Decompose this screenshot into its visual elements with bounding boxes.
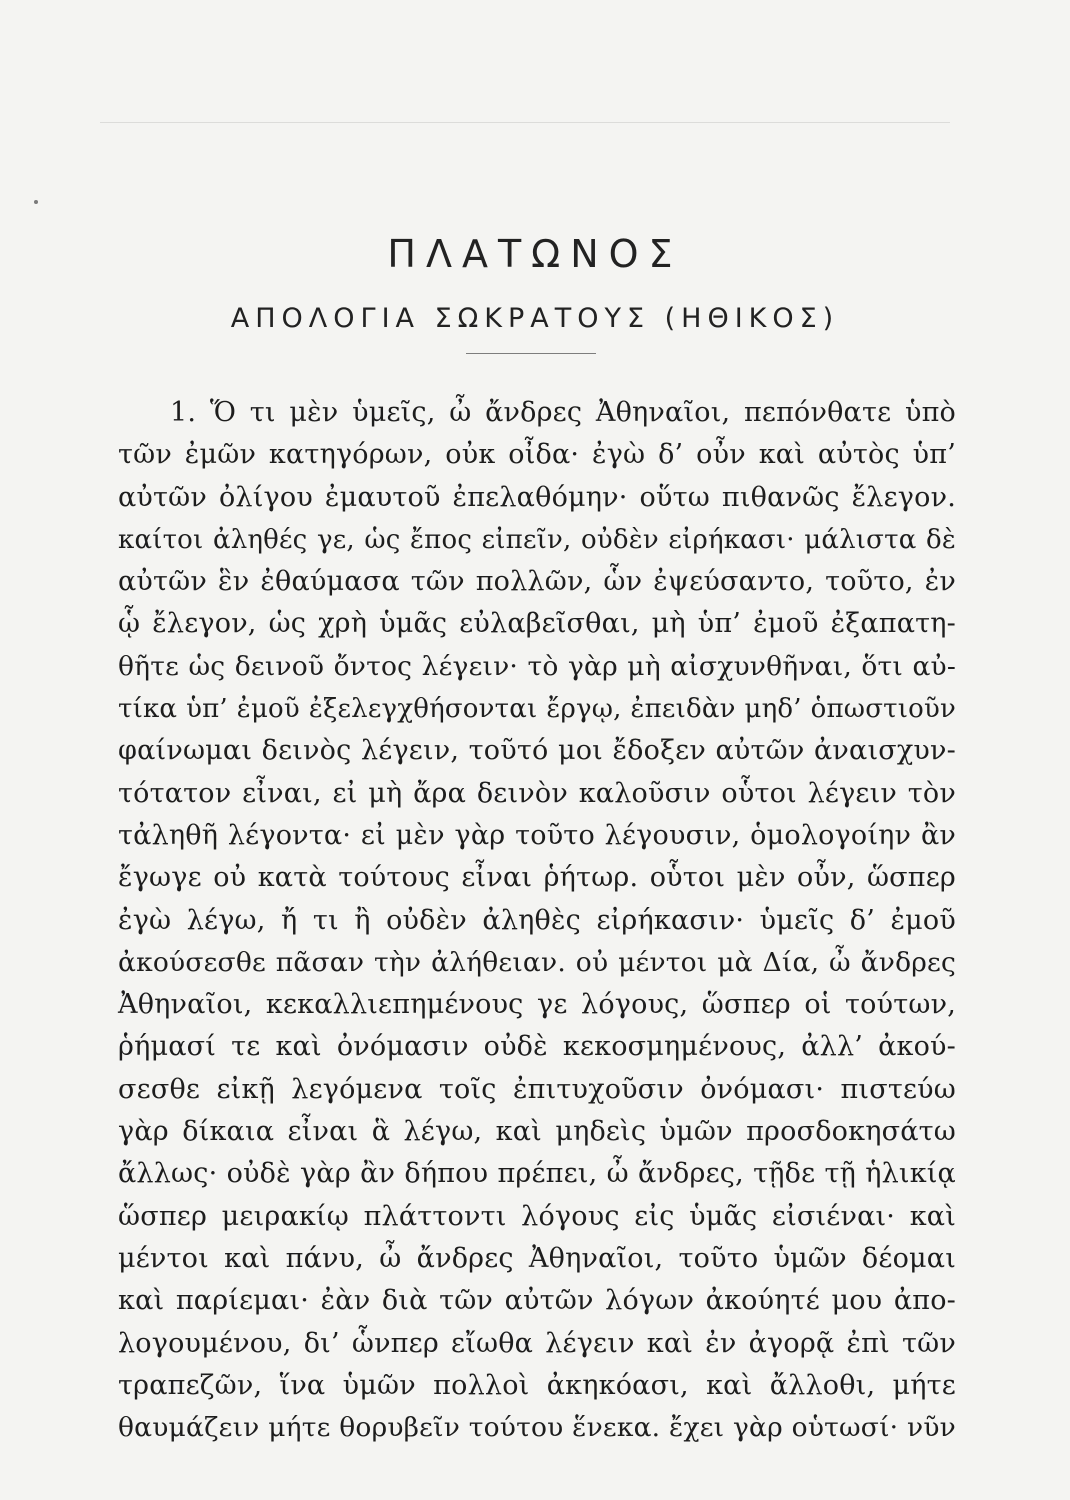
work-title: ΑΠΟΛΟΓΙΑ ΣΩΚΡΑΤΟΥΣ (ΗΘΙΚΟΣ) (230, 303, 840, 334)
text-line: αὐτῶν ἓν ἐθαύμασα τῶν πολλῶν, ὧν ἐψεύσαντο, τοῦτο, ἐν (118, 566, 956, 598)
body-text (118, 392, 956, 1449)
text-line: Ἀθηναῖοι, κεκαλλιεπημένους γε λόγους, ὥσπερ οἱ τούτων, (118, 989, 956, 1021)
text-line: μέντοι καὶ πάνυ, ὦ ἄνδρες Ἀθηναῖοι, τοῦτο ὑμῶν δέομαι (118, 1242, 956, 1274)
text-line: αὐτῶν ὀλίγου ἐμαυτοῦ ἐπελαθόμην· οὕτω πιθανῶς ἔλεγον. (118, 481, 956, 513)
text-line: τἀληθῆ λέγοντα· εἰ μὲν γὰρ τοῦτο λέγουσιν, ὁμολογοίην ἂν (118, 819, 956, 851)
text-line: ἀκούσεσθε πᾶσαν τὴν ἀλήθειαν. οὐ μέντοι μὰ Δία, ὦ ἄνδρες (118, 946, 956, 978)
text-line: ὥσπερ μειρακίῳ πλάττοντι λόγους εἰς ὑμᾶς εἰσιέναι· καὶ (118, 1200, 956, 1232)
text-line: θαυμάζειν μήτε θορυβεῖν τούτου ἕνεκα. ἔχει γὰρ οὑτωσί· νῦν (118, 1412, 956, 1444)
text-line: σεσθε εἰκῇ λεγόμενα τοῖς ἐπιτυχοῦσιν ὀνόμασι· πιστεύω (118, 1073, 956, 1105)
text-line: 1. Ὅ τι μὲν ὑμεῖς, ὦ ἄνδρες Ἀθηναῖοι, πεπόνθατε ὑπὸ (170, 397, 956, 428)
text-line: καὶ παρίεμαι· ἐὰν διὰ τῶν αὐτῶν λόγων ἀκούητέ μου ἀπο- (118, 1285, 956, 1317)
text-line: θῆτε ὡς δεινοῦ ὄντος λέγειν· τὸ γὰρ μὴ αἰσχυνθῆναι, ὅτι αὐ- (118, 650, 956, 682)
text-line: καίτοι ἀληθές γε, ὡς ἔπος εἰπεῖν, οὐδὲν εἰρήκασι· μάλιστα δὲ (118, 524, 956, 555)
bleed-through-rule (100, 122, 950, 123)
text-line: ἔγωγε οὐ κατὰ τούτους εἶναι ῥήτωρ. οὗτοι μὲν οὖν, ὥσπερ (118, 862, 956, 894)
author-heading: ΠΛΑΤΩΝΟΣ (387, 232, 683, 276)
text-line: φαίνωμαι δεινὸς λέγειν, τοῦτό μοι ἔδοξεν αὐτῶν ἀναισχυν- (118, 735, 956, 767)
text-line: τότατον εἶναι, εἰ μὴ ἄρα δεινὸν καλοῦσιν οὗτοι λέγειν τὸν (118, 777, 956, 809)
text-line: λογουμένου, δι’ ὧνπερ εἴωθα λέγειν καὶ ἐν ἀγορᾷ ἐπὶ τῶν (118, 1327, 956, 1359)
margin-speck (34, 200, 38, 204)
title-rule (466, 353, 596, 354)
text-line: ἄλλως· οὐδὲ γὰρ ἂν δήπου πρέπει, ὦ ἄνδρες, τῇδε τῇ ἡλικίᾳ (118, 1158, 956, 1190)
text-line: τίκα ὑπ’ ἐμοῦ ἐξελεγχθήσονται ἔργῳ, ἐπειδὰν μηδ’ ὁπωστιοῦν (118, 694, 956, 725)
text-line: τραπεζῶν, ἵνα ὑμῶν πολλοὶ ἀκηκόασι, καὶ ἄλλοθι, μήτε (118, 1369, 956, 1401)
text-line: τῶν ἐμῶν κατηγόρων, οὐκ οἶδα· ἐγὼ δ’ οὖν καὶ αὐτὸς ὑπ’ (118, 439, 956, 471)
text-line: ῥήμασί τε καὶ ὀνόμασιν οὐδὲ κεκοσμημένους, ἀλλ’ ἀκού- (118, 1031, 956, 1063)
text-line: ἐγὼ λέγω, ἤ τι ἢ οὐδὲν ἀληθὲς εἰρήκασιν· ὑμεῖς δ’ ἐμοῦ (118, 904, 956, 936)
text-line: γὰρ δίκαια εἶναι ἃ λέγω, καὶ μηδεὶς ὑμῶν προσδοκησάτω (118, 1116, 956, 1148)
text-line: ᾧ ἔλεγον, ὡς χρὴ ὑμᾶς εὐλαβεῖσθαι, μὴ ὑπ’ ἐμοῦ ἐξαπατη- (118, 608, 956, 640)
